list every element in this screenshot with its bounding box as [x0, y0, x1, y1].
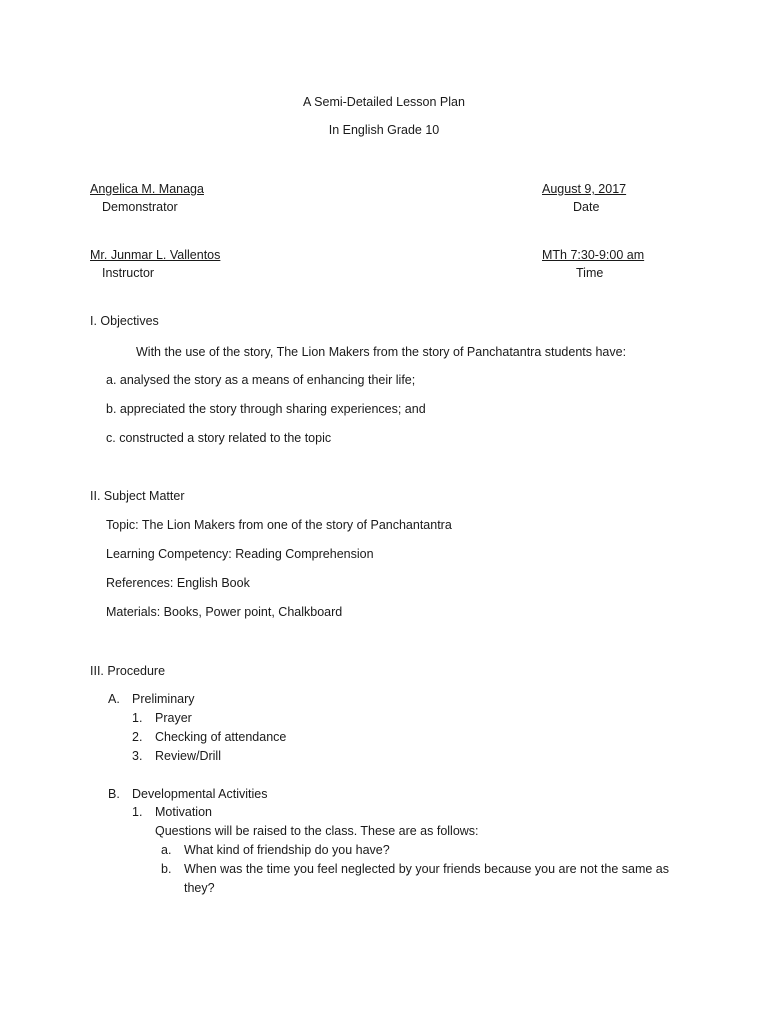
list-item: Checking of attendance — [155, 730, 287, 744]
developmental-letter: B. — [108, 787, 120, 801]
subject-materials: Materials: Books, Power point, Chalkboard — [106, 605, 343, 619]
objectives-intro: With the use of the story, The Lion Makers from the story of Panchatantra students have: — [136, 345, 627, 359]
demonstrator-label: Demonstrator — [102, 200, 178, 214]
objectives-heading: I. Objectives — [90, 314, 159, 328]
preliminary-letter: A. — [108, 692, 120, 706]
date-value: August 9, 2017 — [542, 182, 627, 196]
instructor-name: Mr. Junmar L. Vallentos — [90, 248, 221, 262]
procedure-heading: III. Procedure — [90, 664, 166, 678]
subject-topic: Topic: The Lion Makers from one of the story of Panchantantra — [106, 518, 452, 532]
time-value: MTh 7:30-9:00 am — [542, 248, 645, 262]
subject-references: References: English Book — [106, 576, 250, 590]
subject-matter-heading: II. Subject Matter — [90, 489, 185, 503]
objective-item: a. analysed the story as a means of enhancing their life; — [106, 373, 416, 387]
list-item: Prayer — [155, 711, 192, 725]
subject-competency: Learning Competency: Reading Comprehension — [106, 547, 374, 561]
instructor-label: Instructor — [102, 266, 155, 280]
document-subtitle: In English Grade 10 — [328, 123, 440, 137]
date-label: Date — [573, 200, 600, 214]
question-text-continued: they? — [184, 881, 215, 895]
objective-item: b. appreciated the story through sharing experiences; and — [106, 402, 426, 416]
developmental-label: Developmental Activities — [132, 787, 268, 801]
demonstrator-name: Angelica M. Managa — [90, 182, 204, 196]
question-letter: a. — [161, 843, 172, 857]
question-letter: b. — [161, 862, 172, 876]
list-number: 3. — [132, 749, 143, 763]
motivation-label: Motivation — [155, 805, 212, 819]
list-number: 1. — [132, 805, 143, 819]
document-title: A Semi-Detailed Lesson Plan — [303, 95, 465, 109]
list-item: Review/Drill — [155, 749, 221, 763]
time-label: Time — [576, 266, 604, 280]
question-text: When was the time you feel neglected by your friends because you are not the same as — [184, 862, 669, 876]
objective-item: c. constructed a story related to the topic — [106, 431, 332, 445]
list-number: 1. — [132, 711, 143, 725]
list-number: 2. — [132, 730, 143, 744]
motivation-intro: Questions will be raised to the class. These are as follows: — [155, 824, 479, 838]
question-text: What kind of friendship do you have? — [184, 843, 390, 857]
preliminary-label: Preliminary — [132, 692, 195, 706]
